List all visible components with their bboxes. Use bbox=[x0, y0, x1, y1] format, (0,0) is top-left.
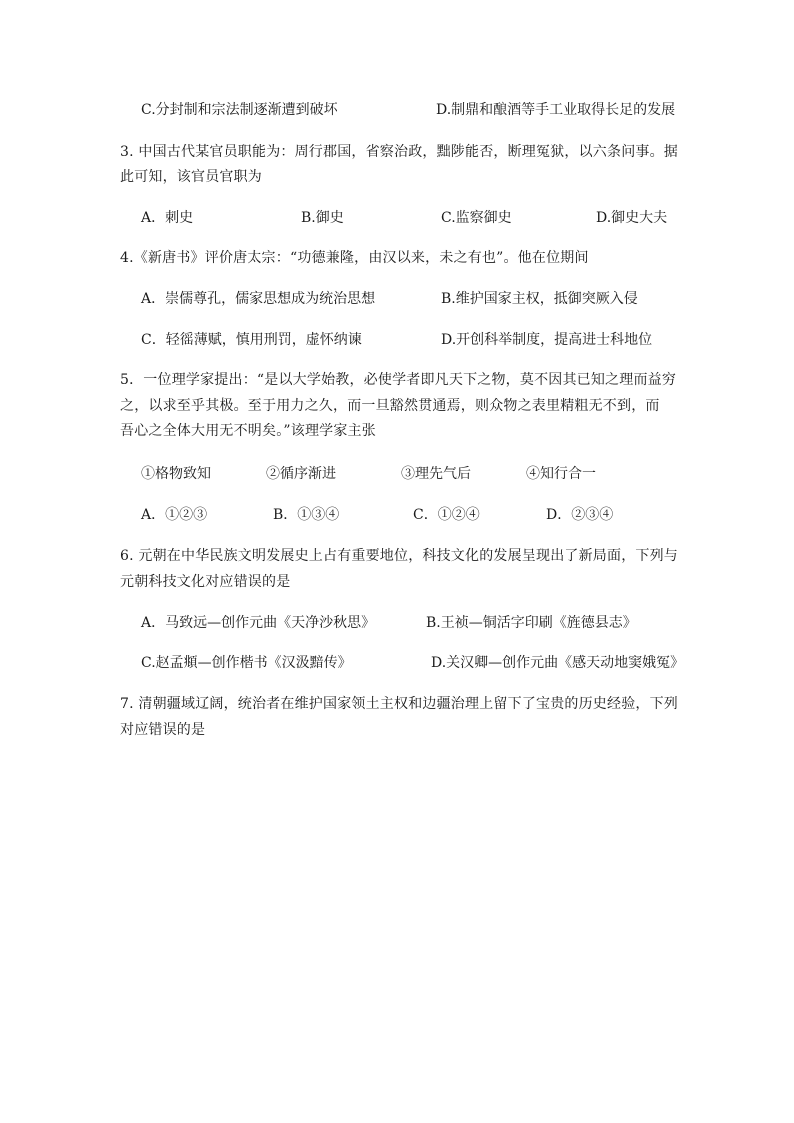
q7-stem-line1: 7. 清朝疆域辽阔，统治者在维护国家领土主权和边疆治理上留下了宝贵的历史经验，下列 bbox=[120, 696, 679, 712]
q5-option-a: A．①②③ bbox=[141, 507, 208, 523]
q3-option-a: A．刺史 bbox=[141, 210, 194, 226]
q5-option-c: C．①②④ bbox=[413, 507, 480, 523]
q5-stem-line3: 吾心之全体大用无不明矣。”该理学家主张 bbox=[120, 423, 376, 439]
q5-stem-line2: 之，以求至乎其极。至于用力之久，而一旦豁然贯通焉，则众物之表里精粗无不到，而 bbox=[120, 398, 660, 414]
q4-option-c: C．轻徭薄赋，慎用刑罚，虚怀纳谏 bbox=[141, 332, 362, 348]
q5-option-b: B．①③④ bbox=[273, 507, 340, 523]
q6-option-b: B.王祯—铜活字印刷《旌德县志》 bbox=[426, 615, 637, 631]
q5-item-4: ④知行合一 bbox=[526, 466, 596, 482]
q5-option-d: D．②③④ bbox=[546, 507, 614, 523]
q6-option-c: C.赵孟頫—创作楷书《汉汲黯传》 bbox=[141, 655, 352, 671]
q3-option-d: D.御史大夫 bbox=[596, 210, 668, 226]
q4-option-a: A．崇儒尊孔，儒家思想成为统治思想 bbox=[141, 291, 376, 307]
q4-option-d: D.开创科举制度，提高进士科地位 bbox=[441, 332, 653, 348]
q4-stem: 4.《新唐书》评价唐太宗：“功德兼隆，由汉以来，未之有也”。他在位期间 bbox=[120, 250, 589, 266]
q7-stem-line2: 对应错误的是 bbox=[120, 722, 206, 738]
q5-item-1: ①格物致知 bbox=[141, 466, 211, 482]
q6-option-d: D.关汉卿—创作元曲《感天动地窦娥冤》 bbox=[431, 655, 685, 671]
q2-option-d: D.制鼎和酿酒等手工业取得长足的发展 bbox=[436, 102, 676, 118]
q5-item-3: ③理先气后 bbox=[401, 466, 471, 482]
q5-item-2: ②循序渐进 bbox=[266, 466, 336, 482]
q6-option-a: A．马致远—创作元曲《天净沙秋思》 bbox=[141, 615, 376, 631]
q3-option-c: C.监察御史 bbox=[441, 210, 512, 226]
q3-stem-line2: 此可知，该官员官职为 bbox=[120, 169, 262, 185]
q6-stem-line1: 6. 元朝在中华民族文明发展史上占有重要地位，科技文化的发展呈现出了新局面，下列与 bbox=[120, 548, 679, 564]
q5-stem-line1: 5．一位理学家提出：“是以大学始教，必使学者即凡天下之物，莫不因其已知之理而益穷 bbox=[120, 372, 677, 388]
q3-option-b: B.御史 bbox=[301, 210, 344, 226]
q4-option-b: B.维护国家主权，抵御突厥入侵 bbox=[441, 291, 638, 307]
q6-stem-line2: 元朝科技文化对应错误的是 bbox=[120, 574, 291, 590]
q3-stem-line1: 3. 中国古代某官员职能为：周行郡国，省察治政，黜陟能否，断理冤狱，以六条问事。据 bbox=[120, 144, 679, 160]
q2-option-c: C.分封制和宗法制逐渐遭到破坏 bbox=[141, 102, 338, 118]
